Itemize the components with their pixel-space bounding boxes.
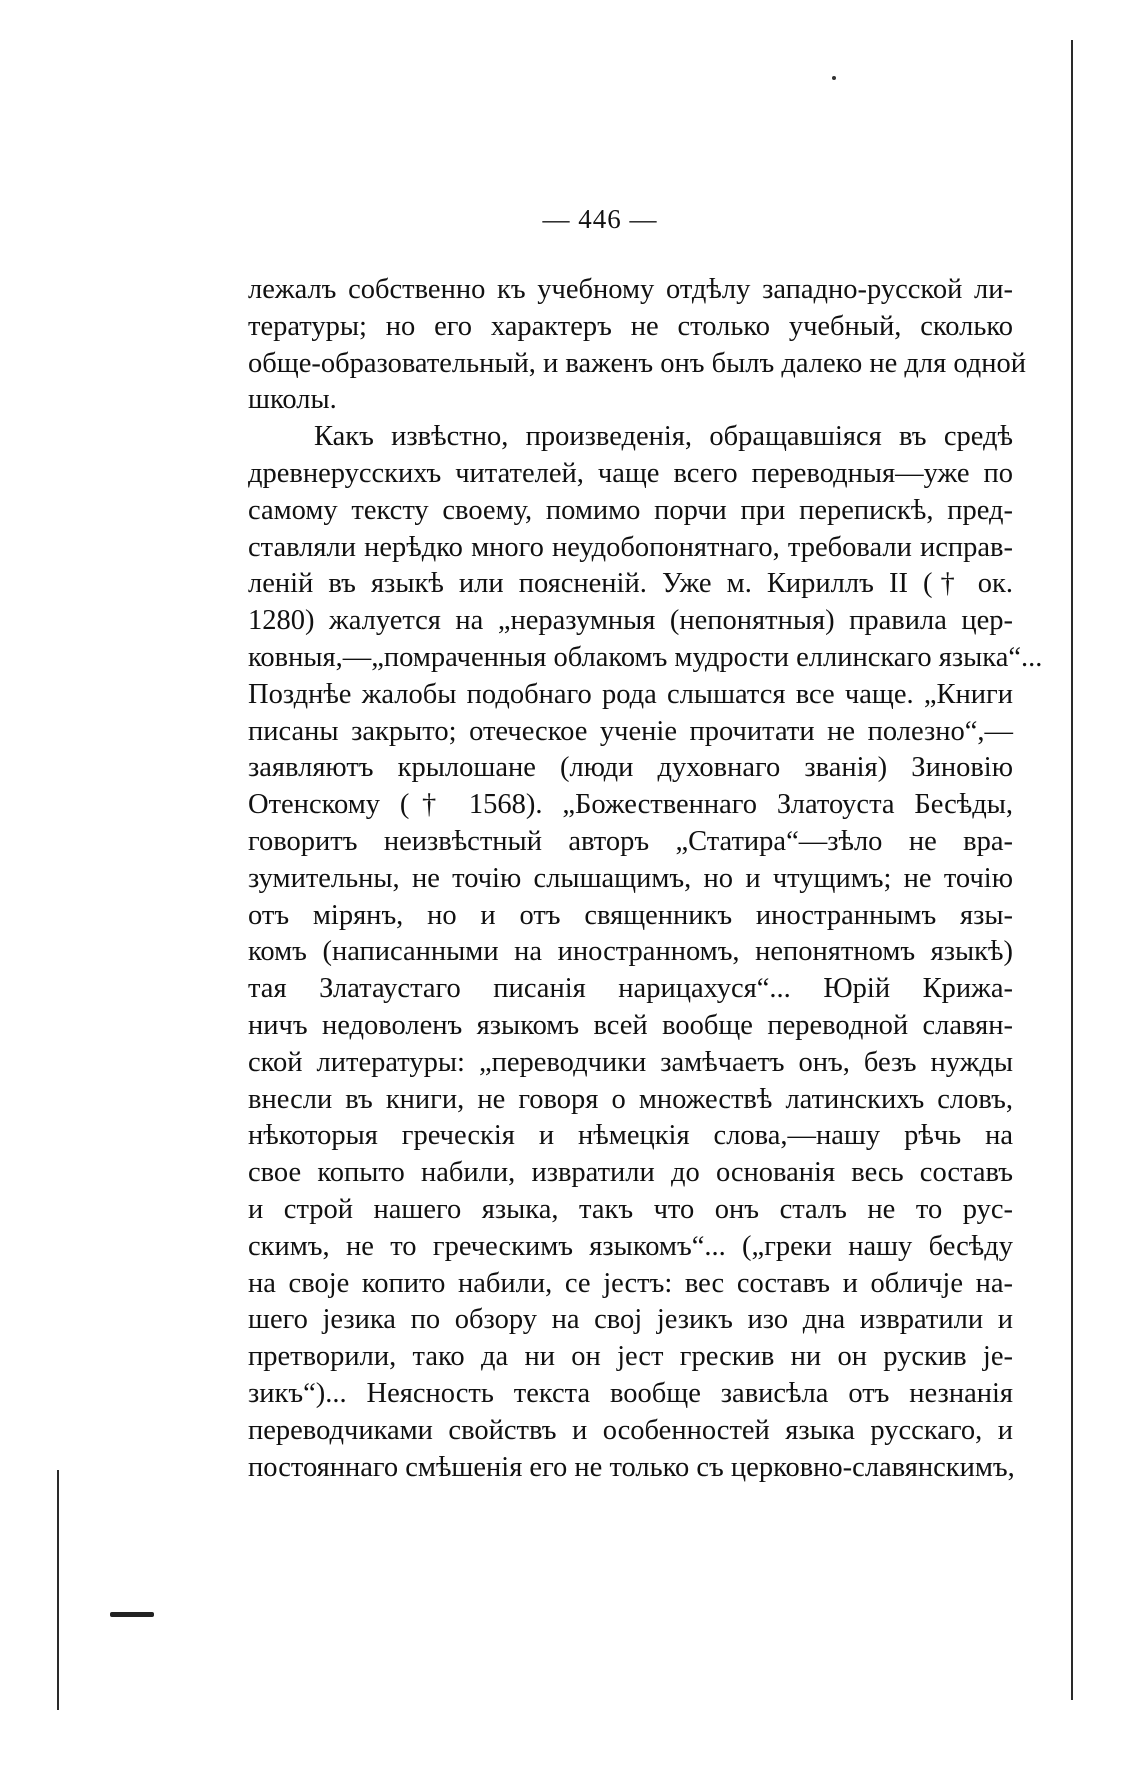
text-line: школы. — [248, 384, 337, 416]
scan-edge-line-right — [1071, 40, 1073, 1700]
text-line: тая Златаустаго писанія нарицахуся“... Юрій Крижа- — [248, 973, 1013, 1005]
text-line: постояннаго смѣшенія его не только съ церковно-славянскимъ, — [248, 1451, 1015, 1483]
text-line: ской литературы: „переводчики замѣчаетъ онъ, безъ нужды — [248, 1046, 1013, 1078]
text-line: Позднѣе жалобы подобнаго рода слышатся все чаще. „Книги — [248, 678, 1013, 710]
text-line: тературы; но его характеръ не столько учебный, сколько — [248, 310, 1013, 342]
text-line: лежалъ собственно къ учебному отдѣлу западно-русской ли- — [248, 274, 1013, 305]
text-line: свое копыто набили, извратили до основанія весь составъ — [248, 1157, 1013, 1189]
text-line: говоритъ неизвѣстный авторъ „Статира“—зѣло не вра- — [248, 825, 1013, 857]
text-line: ничъ недоволенъ языкомъ всей вообще переводной славян- — [248, 1009, 1013, 1041]
text-line: 1280) жалуется на „неразумныя (непонятныя) правила цер- — [248, 605, 1013, 637]
text-line: переводчиками свойствъ и особенностей языка русскаго, и — [248, 1414, 1013, 1446]
text-line: заявляютъ крылошане (люди духовнаго званія) Зиновію — [248, 752, 1013, 784]
text-line: самому тексту своему, помимо порчи при перепискѣ, пред- — [248, 494, 1013, 526]
text-line: шего језика по обзору на свој језикъ изо дна извратили и — [248, 1304, 1013, 1336]
text-line: нѣкоторыя греческія и нѣмецкія слова,—нашу рѣчь на — [248, 1120, 1013, 1152]
text-line: комъ (написанными на иностранномъ, непонятномъ языкѣ) — [248, 936, 1013, 968]
text-line: отъ мірянъ, но и отъ священникъ иностраннымъ язы- — [248, 899, 1013, 931]
text-line: и строй нашего языка, такъ что онъ сталъ не то рус- — [248, 1193, 1013, 1225]
text-line: леній въ языкѣ или поясненій. Уже м. Кириллъ II († ок. — [248, 568, 1013, 600]
paragraph-first-line: Какъ извѣстно, произведенія, обращавшіяся въ средѣ — [314, 421, 1013, 453]
text-line: ставляли нерѣдко много неудобопонятнаго, требовали исправ- — [248, 531, 1013, 563]
text-line: писаны закрыто; отеческое ученіе прочитати не полезно“,— — [248, 715, 1013, 747]
text-line: претворили, тако да ни он јест грескив ни он рускив је- — [248, 1341, 1013, 1373]
text-line: внесли въ книги, не говоря о множествѣ латинскихъ словъ, — [248, 1083, 1013, 1115]
text-line: древнерусскихъ читателей, чаще всего переводныя—уже по — [248, 457, 1013, 489]
text-line: Отенскому († 1568). „Божественнаго Златоуста Бесѣды, — [248, 789, 1013, 821]
text-line: зикъ“)... Неясность текста вообще зависѣла отъ незнанія — [248, 1377, 1013, 1409]
text-line: ковныя,—„помраченныя облакомъ мудрости еллинскаго языка“... — [248, 641, 1043, 673]
scan-speck — [832, 76, 836, 80]
scan-margin-mark — [110, 1612, 154, 1617]
scan-edge-line-left — [57, 1470, 59, 1710]
page-number: — 446 — — [542, 204, 658, 234]
text-line: зумительны, не точію слышащимъ, но и чтущимъ; не точію — [248, 862, 1013, 894]
text-line: на своје копито набили, се јестъ: вес составъ и обличје на- — [248, 1267, 1013, 1299]
body-text — [248, 272, 1043, 1486]
text-line: скимъ, не то греческимъ языкомъ“... („греки нашу бесѣду — [248, 1230, 1013, 1262]
text-line: обще-образовательный, и важенъ онъ былъ далеко не для одной — [248, 347, 1027, 379]
